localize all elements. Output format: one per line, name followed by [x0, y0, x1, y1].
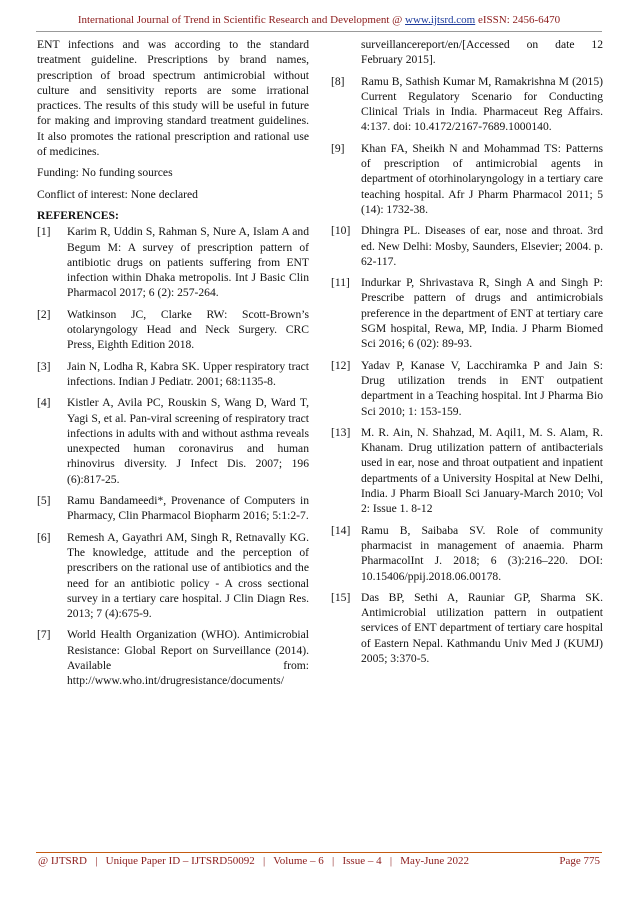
reference-text: Ramu B, Sathish Kumar M, Ramakrishna M (2015) Current Regulatory Scenario for Conducting Clinical Trials in India. Pharmaceut Reg Affairs. 4:137. doi: 10.4172/2167-7689.1000140.	[361, 74, 603, 134]
right-column	[331, 37, 603, 672]
running-header	[0, 14, 638, 26]
footer-citation: @ IJTSRD | Unique Paper ID – IJTSRD50092 | Volume – 6 | Issue – 4 | May-June 2022	[38, 855, 470, 867]
journal-link[interactable]: www.ijtsrd.com	[405, 14, 476, 26]
conclusion-paragraph: ENT infections and was according to the standard treatment guideline. Prescriptions by brand names, prescription of broad spectrum antimicrobial without culture and sensitivity reports are some irrational practices. The results of this study will be useful in future for making and improving standard treatment guidelines. It also promotes the rational prescription and rational use of medicines.	[37, 38, 309, 159]
footer-rule	[36, 852, 602, 853]
reference-item	[37, 395, 309, 487]
reference-text: World Health Organization (WHO). Antimicrobial Resistance: Global Report on Surveillance (2014). Available from: http://www.who.int/drugresistance/documents/	[67, 628, 309, 688]
journal-name: International Journal of Trend in Scientific Research and Development @	[77, 14, 406, 26]
reference-number: [11]	[331, 276, 350, 290]
reference-number: [13]	[331, 425, 351, 439]
reference-text: Dhingra PL. Diseases of ear, nose and throat. 3rd ed. New Delhi: Mosby, Saunders, Elsevier; 2004. p. 62-117.	[361, 224, 603, 268]
reference-number: [7]	[37, 628, 51, 642]
page-number: Page 775	[559, 855, 600, 867]
reference-number: [6]	[37, 530, 51, 544]
reference-text: Das BP, Sethi A, Rauniar GP, Sharma SK. Antimicrobial utilization pattern in outpatient services of ENT department of tertiary care hospital of Eastern Nepal. Kathmandu Univ Med J (KUMJ) 2005; 3:370-5.	[361, 590, 603, 665]
left-column	[37, 37, 309, 695]
reference-number: [14]	[331, 523, 351, 537]
reference-text: M. R. Ain, N. Shahzad, M. Aqil1, M. S. Alam, R. Khanam. Drug utilization pattern of antibacterials used in ear, nose and throat outpatient and inpatient departments of a University Hospital at New Delhi, India. J Pharm Bioall Sci January-March 2010; Vol 2: Issue 1. 8-12	[361, 425, 603, 516]
reference-number: [9]	[331, 141, 345, 155]
funding-statement: Funding: No funding sources	[37, 166, 173, 180]
reference-text: Kistler A, Avila PC, Rouskin S, Wang D, Ward T, Yagi S, et al. Pan-viral screening of respiratory tract infections in adults with and without asthma reveals unexpected human coronavirus and human rhinovirus diversity. J Infect Dis. 2007; 196 (6):817-25.	[67, 396, 309, 486]
reference-number: [1]	[37, 225, 51, 239]
reference-item	[331, 523, 603, 584]
reference-item	[331, 425, 603, 517]
reference-text: Remesh A, Gayathri AM, Singh R, Retnavally KG. The knowledge, attitude and the perception of prescribers on the rational use of antibiotics and the need for an antibiotic policy - A cross sectional survey in a tertiary care hospital. J Clin Diagn Res. 2013; 7 (4):675-9.	[67, 530, 309, 621]
reference-text: surveillancereport/en/[Accessed on date 12 February 2015].	[361, 38, 603, 67]
reference-item	[37, 627, 309, 688]
reference-text: Karim R, Uddin S, Rahman S, Nure A, Islam A and Begum M: A survey of prescription pattern of antibiotic drugs on patients suffering from ENT infection within Dhaka metropolis. Int J Basic Clin Pharmacol 2017; 6 (2): 257-264.	[67, 225, 309, 300]
reference-item	[331, 223, 603, 269]
issn: eISSN: 2456-6470	[475, 14, 561, 26]
reference-item	[331, 275, 603, 351]
reference-number: [2]	[37, 307, 51, 321]
reference-text: Jain N, Lodha R, Kabra SK. Upper respiratory tract infections. Indian J Pediatr. 2001; 68:1135-8.	[67, 359, 309, 388]
reference-item	[37, 307, 309, 353]
reference-item	[331, 141, 603, 217]
reference-text: Yadav P, Kanase V, Lacchiramka P and Jain S: Drug utilization trends in ENT outpatient department in a Teaching hospital. Int J Pharma Bio Sci 2010; 1: 153-159.	[361, 358, 603, 418]
reference-number: [4]	[37, 396, 51, 410]
reference-number: [15]	[331, 590, 351, 604]
reference-item	[37, 530, 309, 622]
reference-text: Ramu Bandameedi*, Provenance of Computers in Pharmacy, Clin Pharmacol Biopharm 2016; 5:1:2-7.	[67, 494, 309, 523]
reference-number: [10]	[331, 224, 351, 238]
reference-number: [12]	[331, 358, 351, 372]
reference-item	[37, 359, 309, 390]
conflict-statement: Conflict of interest: None declared	[37, 187, 198, 201]
reference-text: Watkinson JC, Clarke RW: Scott-Brown’s otolaryngology Head and Neck Surgery. CRC Press, Eighth Edition 2018.	[67, 307, 309, 352]
reference-text: Indurkar P, Shrivastava R, Singh A and Singh P: Prescribe pattern of drugs and antimicrobials preference in the department of ENT at tertiary care SGM hospital, Rewa, MP, India. J Pharm Biomed Sci 2016; 6 (02): 89-93.	[361, 276, 603, 351]
reference-text: Ramu B, Saibaba SV. Role of community pharmacist in management of anaemia. Pharm PharmacolInt J. 2018; 6 (3):216–220. DOI: 10.15406/ppij.2018.06.00178.	[361, 523, 603, 583]
reference-number: [8]	[331, 74, 345, 88]
references-list-left	[37, 224, 309, 688]
header-rule	[36, 31, 602, 32]
reference-continuation	[331, 37, 603, 68]
reference-number: [5]	[37, 494, 51, 508]
running-footer	[38, 855, 600, 871]
reference-text: Khan FA, Sheikh N and Mohammad TS: Patterns of prescription of antimicrobial agents in department of otorhinolaryngology in a tertiary care teaching hospital. Afr J Pharm Pharmacol 2011; 5 (14): 1732-38.	[361, 141, 603, 216]
reference-item	[37, 224, 309, 300]
reference-item	[331, 590, 603, 666]
reference-item	[331, 358, 603, 419]
references-heading: REFERENCES:	[37, 208, 119, 222]
reference-number: [3]	[37, 359, 51, 373]
reference-item	[37, 493, 309, 524]
reference-item	[331, 74, 603, 135]
